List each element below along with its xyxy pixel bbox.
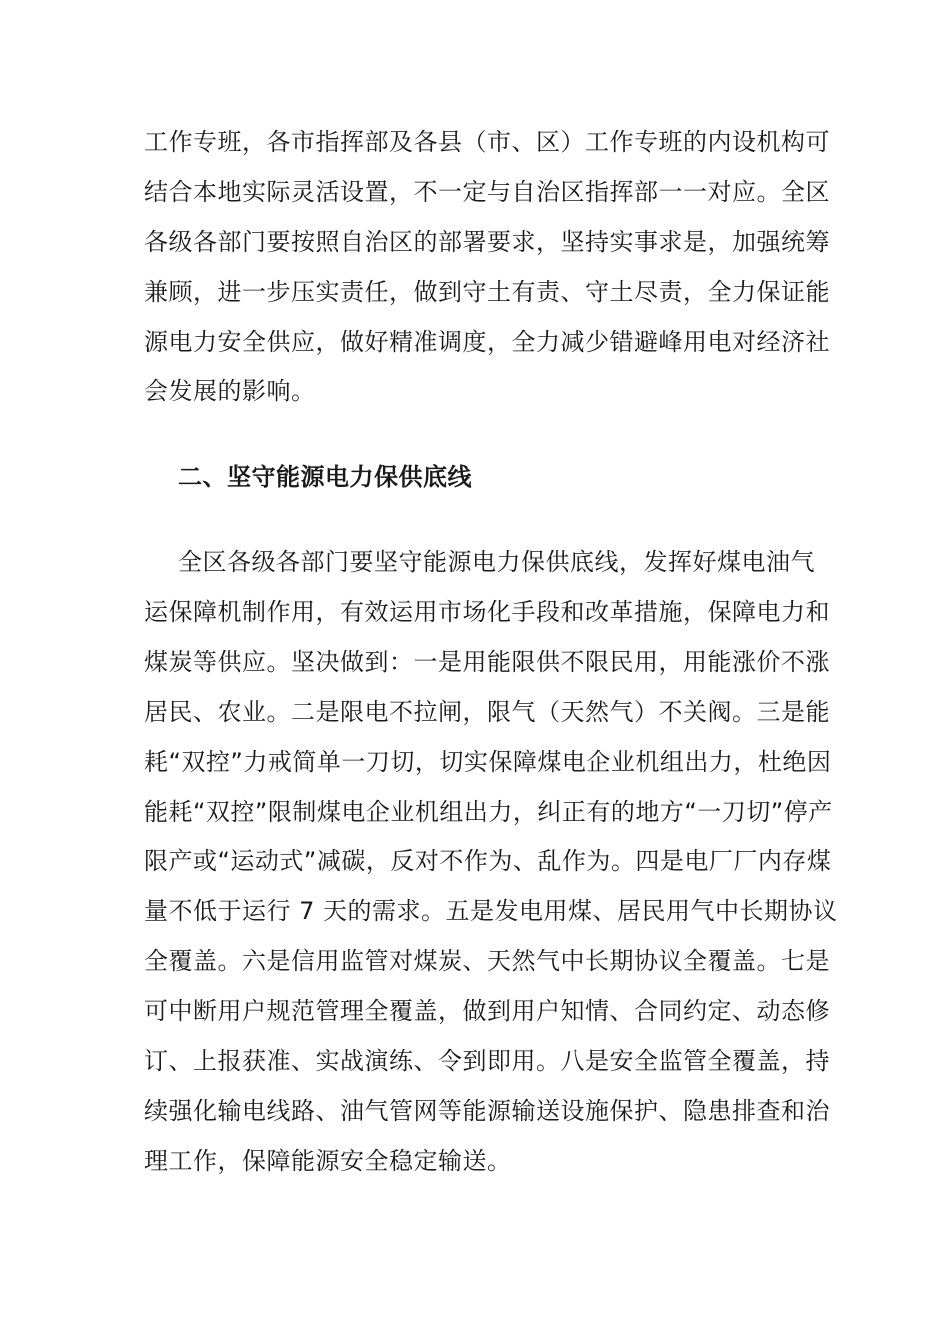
section-2-line-1: 全区各级各部门要坚守能源电力保供底线，发挥好煤电油气 [178, 548, 815, 576]
section-2-line-8: 量不低于运行 7 天的需求。五是发电用煤、居民用气中长期协议 [144, 897, 838, 925]
section-2-line-5: 耗“双控”力戒简单一刀切，切实保障煤电企业机组出力，杜绝因 [144, 748, 832, 776]
section-2-line-9: 全覆盖。六是信用监管对煤炭、天然气中长期协议全覆盖。七是 [144, 947, 830, 975]
section-2-line-6: 能耗“双控”限制煤电企业机组出力，纠正有的地方“一刀切”停产 [144, 798, 833, 826]
paragraph-1-line-2: 结合本地实际灵活设置，不一定与自治区指挥部一一对应。全区 [144, 178, 830, 206]
section-2-heading: 二、坚守能源电力保供底线 [178, 463, 472, 491]
section-2-line-3: 煤炭等供应。坚决做到：一是用能限供不限民用，用能涨价不涨 [144, 648, 830, 676]
section-2-line-10: 可中断用户规范管理全覆盖，做到用户知情、合同约定、动态修 [144, 997, 830, 1025]
paragraph-1-line-1: 工作专班，各市指挥部及各县（市、区）工作专班的内设机构可 [144, 128, 830, 156]
section-2-line-13: 理工作，保障能源安全稳定输送。 [144, 1147, 512, 1175]
section-2-line-7: 限产或“运动式”减碳，反对不作为、乱作为。四是电厂厂内存煤 [144, 847, 832, 875]
section-2-line-2: 运保障机制作用，有效运用市场化手段和改革措施，保障电力和 [144, 598, 830, 626]
paragraph-1-line-4: 兼顾，进一步压实责任，做到守土有责、守土尽责，全力保证能 [144, 278, 830, 306]
section-2-line-12: 续强化输电线路、油气管网等能源输送设施保护、隐患排查和治 [144, 1097, 830, 1125]
section-2-line-4: 居民、农业。二是限电不拉闸，限气（天然气）不关阀。三是能 [144, 698, 830, 726]
paragraph-1-line-3: 各级各部门要按照自治区的部署要求，坚持实事求是，加强统筹 [144, 228, 830, 256]
paragraph-1-line-6: 会发展的影响。 [144, 377, 316, 405]
paragraph-1-line-5: 源电力安全供应，做好精准调度，全力减少错避峰用电对经济社 [144, 328, 830, 356]
section-2-line-11: 订、上报获准、实战演练、令到即用。八是安全监管全覆盖，持 [144, 1047, 830, 1075]
